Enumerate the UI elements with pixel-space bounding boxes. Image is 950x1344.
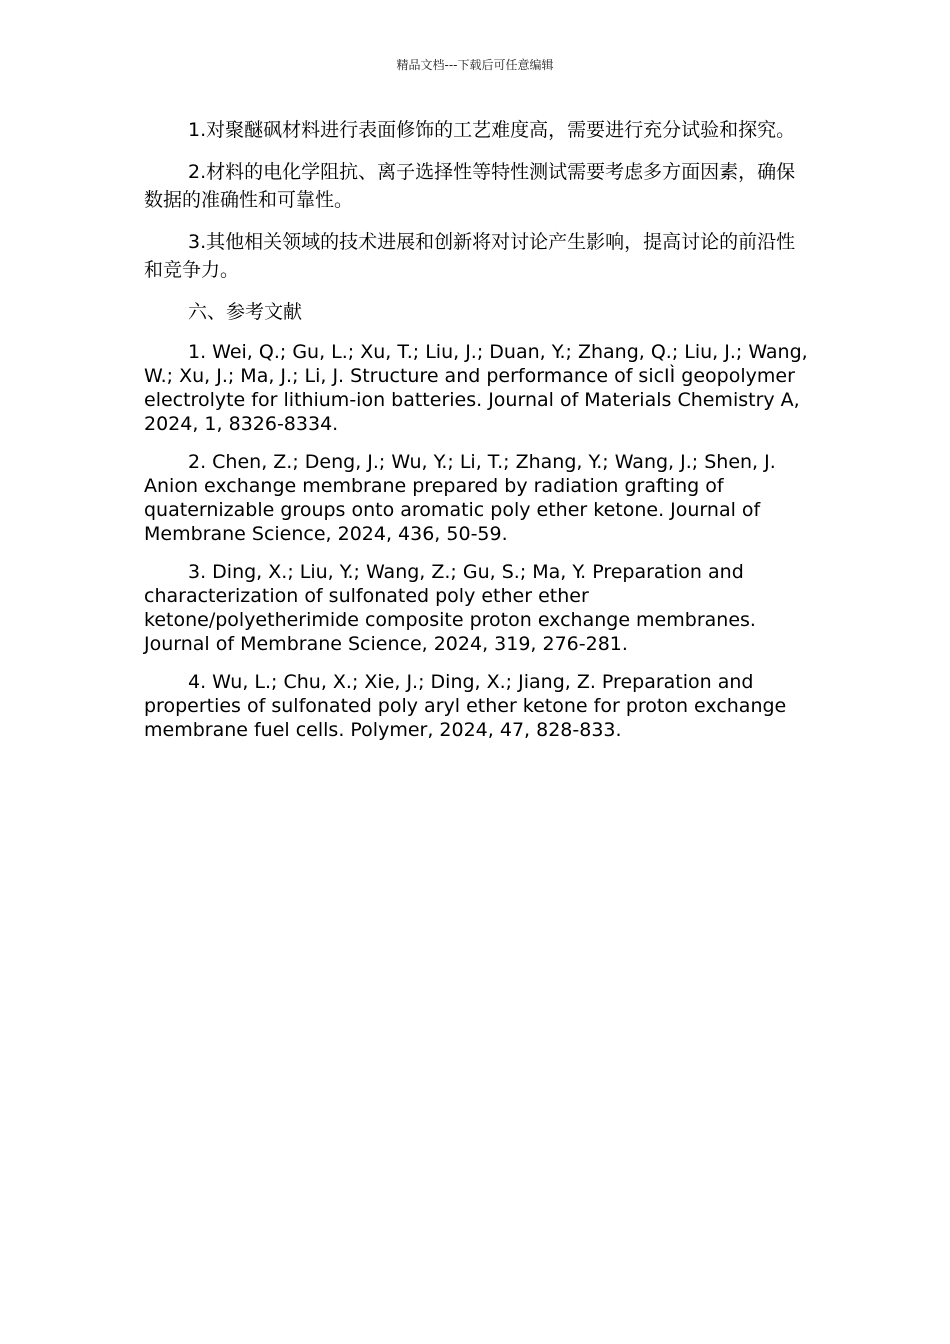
difficulty-item: 2.材料的电化学阻抗、离子选择性等特性测试需要考虑多方面因素，确保数据的准确性和可靠性。	[144, 161, 796, 211]
reference-item: 2. Chen, Z.; Deng, J.; Wu, Y.; Li, T.; Zhang, Y.; Wang, J.; Shen, J. Anion exchange membrane prepared by radiation grafting of quaternizable groups onto aromatic poly ether ketone. Journal of Membrane Science, 2024, 436, 50-59.	[144, 451, 776, 545]
references-heading: 六、参考文献	[188, 301, 303, 323]
difficulty-item: 3.其他相关领域的技术进展和创新将对讨论产生影响，提高讨论的前沿性和竞争力。	[144, 231, 796, 281]
reference-item: 3. Ding, X.; Liu, Y.; Wang, Z.; Gu, S.; Ma, Y. Preparation and characterization of sulfonated poly ether ether ketone/polyetherimide composite proton exchange membranes. Journal of Membrane Science, 2024, 319, 276-281.	[144, 561, 756, 655]
page-header: 精品文档---下载后可任意编辑	[396, 58, 554, 72]
reference-item: 1. Wei, Q.; Gu, L.; Xu, T.; Liu, J.; Duan, Y.; Zhang, Q.; Liu, J.; Wang, W.; Xu, J.; Ma, J.; Li, J. Structure and performance of sicIÌ geopolymer electrolyte for lithium-ion batteries. Journal of Materials Chemistry A, 2024, 1, 8326-8334.	[144, 341, 808, 435]
document-body	[144, 116, 808, 756]
reference-item: 4. Wu, L.; Chu, X.; Xie, J.; Ding, X.; Jiang, Z. Preparation and properties of sulfonated poly aryl ether ketone for proton exchange membrane fuel cells. Polymer, 2024, 47, 828-833.	[144, 671, 787, 741]
difficulty-item: 1.对聚醚砜材料进行表面修饰的工艺难度高，需要进行充分试验和探究。	[188, 119, 796, 141]
